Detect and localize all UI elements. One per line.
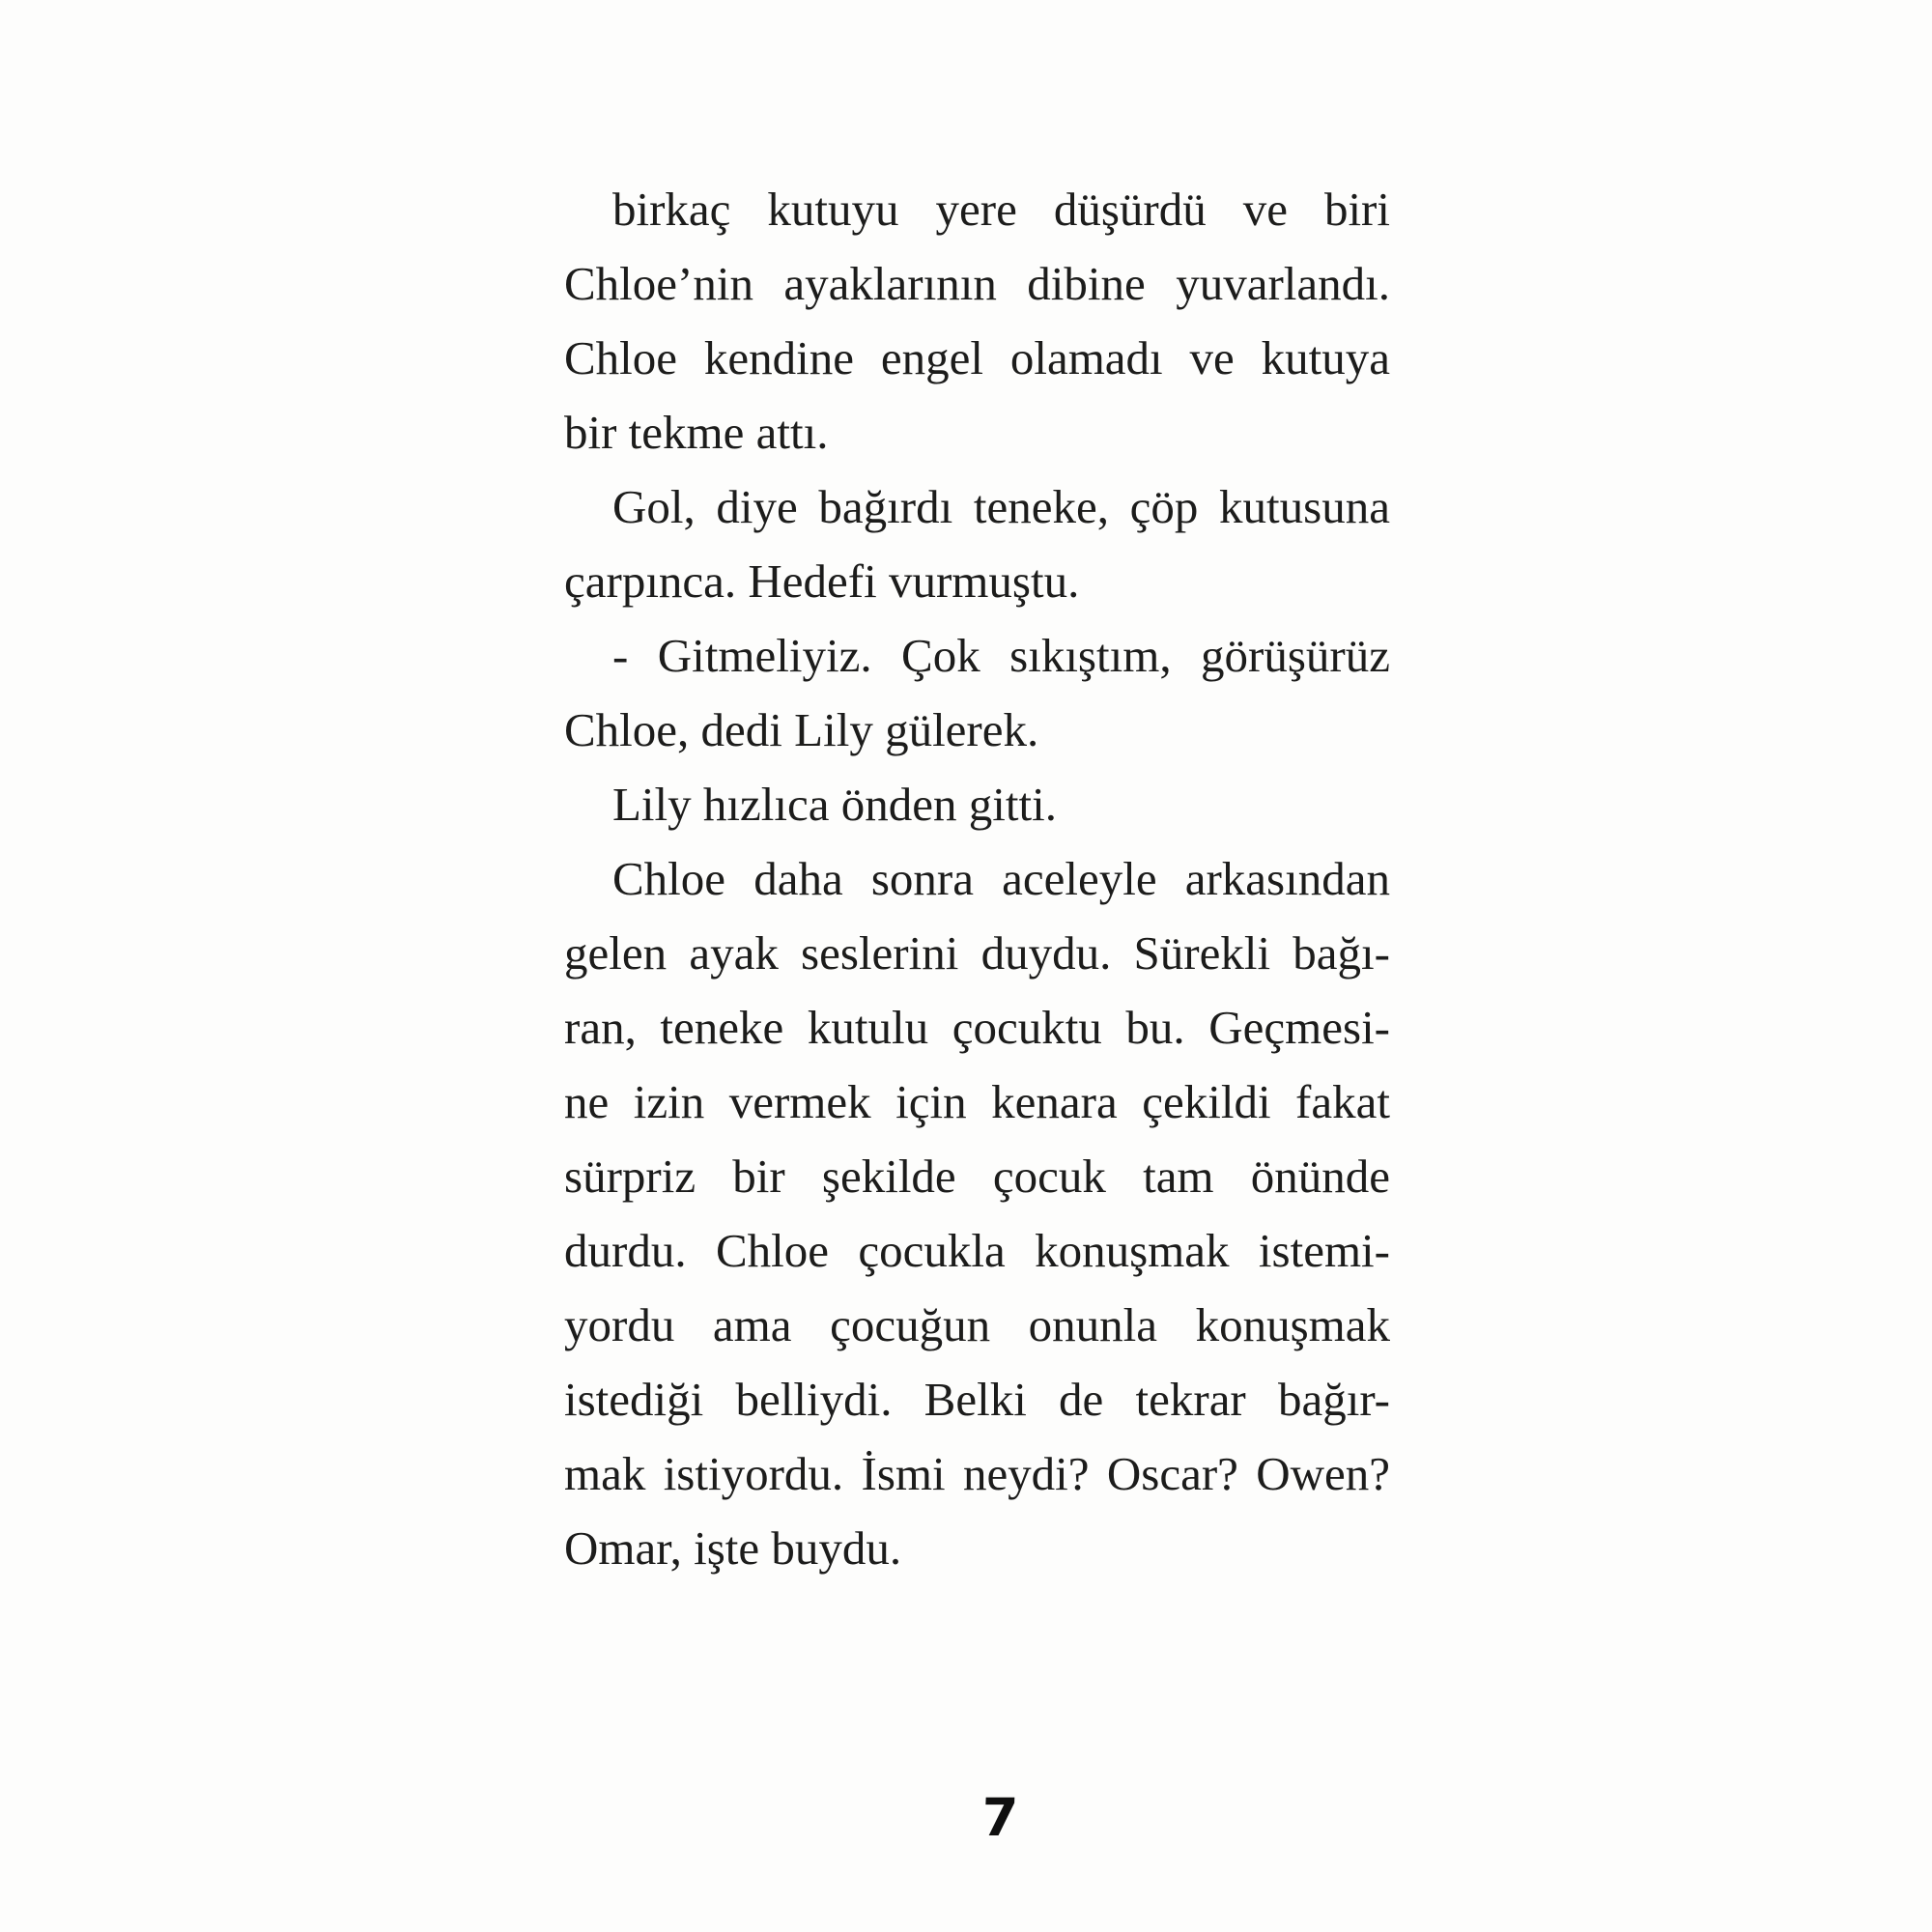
text-line: Chloe daha sonra aceleyle arkasından [612, 852, 1390, 905]
text-line: - Gitmeliyiz. Çok sıkıştım, görüşürüz [612, 629, 1390, 682]
text-line: Omar, işte buydu. [564, 1521, 902, 1575]
text-line: yordu ama çocuğun onunla konuşmak [564, 1298, 1390, 1351]
text-line: Chloe’nin ayaklarının dibine yuvarlandı. [564, 257, 1390, 310]
text-line: ne izin vermek için kenara çekildi fakat [564, 1075, 1390, 1128]
text-line: Gol, diye bağırdı teneke, çöp kutusuna [612, 480, 1390, 533]
text-line: çarpınca. Hedefi vurmuştu. [564, 554, 1080, 608]
text-line: bir tekme attı. [564, 406, 829, 459]
text-line: sürpriz bir şekilde çocuk tam önünde [564, 1150, 1390, 1203]
text-line: gelen ayak seslerini duydu. Sürekli bağı- [564, 926, 1390, 980]
page-text-block [564, 172, 1390, 1585]
text-line: birkaç kutuyu yere düşürdü ve biri [612, 183, 1390, 236]
text-line: Lily hızlıca önden gitti. [612, 778, 1057, 831]
page-number: 7 [980, 1787, 1019, 1848]
text-line: mak istiyordu. İsmi neydi? Oscar? Owen? [564, 1447, 1390, 1500]
text-line: durdu. Chloe çocukla konuşmak istemi- [564, 1224, 1390, 1277]
text-line: istediği belliydi. Belki de tekrar bağır- [564, 1373, 1390, 1426]
text-line: Chloe kendine engel olamadı ve kutuya [564, 331, 1390, 384]
text-line: Chloe, dedi Lily gülerek. [564, 703, 1039, 756]
text-line: ran, teneke kutulu çocuktu bu. Geçmesi- [564, 1001, 1390, 1054]
